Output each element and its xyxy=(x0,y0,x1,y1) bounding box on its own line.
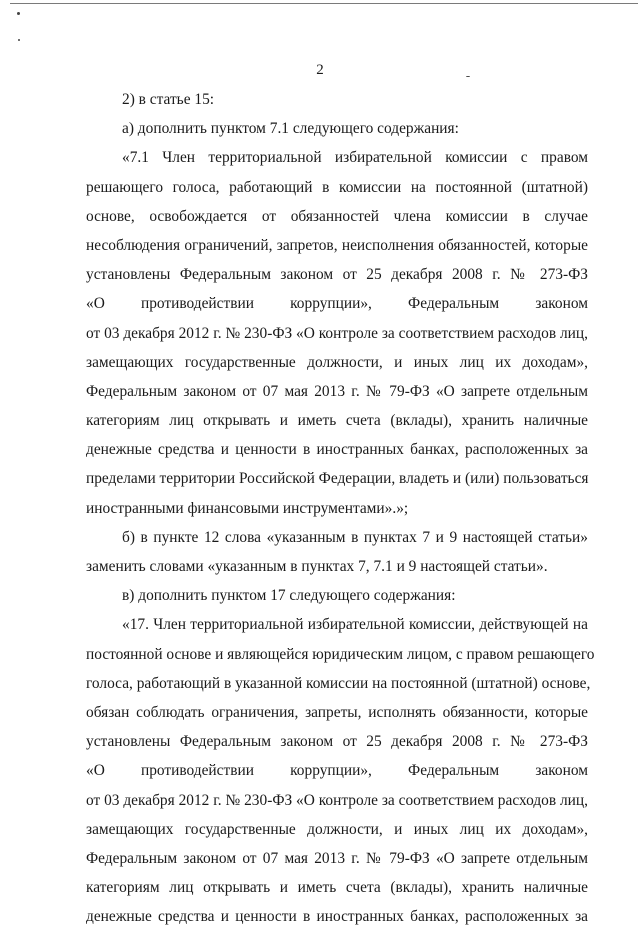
text-line: от 03 декабря 2012 г. № 230-ФЗ «О контроле за соответствием расходов лиц, xyxy=(86,324,588,342)
text-line: «17. Член территориальной избирательной комиссии, действующей на xyxy=(122,616,588,634)
text-line: денежные средства и ценности в иностранных банках, расположенных за xyxy=(86,441,588,459)
text-line: установлены Федеральным законом от 25 декабря 2008 г. № 273-ФЗ xyxy=(86,266,588,284)
text-line: б) в пункте 12 слова «указанным в пунктах 7 и 9 настоящей статьи» xyxy=(122,528,588,546)
text-line: 2) в статье 15: xyxy=(122,91,215,108)
text-line: голоса, работающий в указанной комиссии на постоянной (штатной) основе, xyxy=(86,674,591,692)
text-line: категориям лиц открывать и иметь счета (вклады), хранить наличные xyxy=(86,879,588,897)
text-line: «О противодействии коррупции», Федеральным законом xyxy=(86,295,588,313)
text-line: «7.1 Член территориальной избирательной комиссии с правом xyxy=(122,149,588,167)
text-line: категориям лиц открывать и иметь счета (вклады), хранить наличные xyxy=(86,412,588,430)
paragraph xyxy=(86,114,588,143)
text-line: обязан соблюдать ограничения, запреты, исполнять обязанности, которые xyxy=(86,703,588,721)
text-line: от 03 декабря 2012 г. № 230-ФЗ «О контроле за соответствием расходов лиц, xyxy=(86,791,588,809)
paragraph xyxy=(86,143,588,522)
document-body xyxy=(86,85,595,931)
page-number: 2 xyxy=(316,62,324,78)
text-line: «О противодействии коррупции», Федеральным законом xyxy=(86,762,588,780)
paragraph xyxy=(86,610,595,931)
scan-speck xyxy=(17,12,20,15)
text-line: решающего голоса, работающий в комиссии на постоянной (штатной) xyxy=(86,178,588,196)
scan-speck xyxy=(18,39,20,41)
text-line: замещающих государственные должности, и иных лиц их доходам», xyxy=(86,353,588,371)
text-line: Федеральным законом от 07 мая 2013 г. № 79-ФЗ «О запрете отдельным xyxy=(86,849,588,867)
text-line: основе, освобождается от обязанностей члена комиссии в случае xyxy=(86,207,588,225)
text-line: денежные средства и ценности в иностранных банках, расположенных за xyxy=(86,908,588,926)
text-line: замещающих государственные должности, и иных лиц их доходам», xyxy=(86,820,588,838)
text-line: установлены Федеральным законом от 25 декабря 2008 г. № 273-ФЗ xyxy=(86,733,588,751)
text-line: Федеральным законом от 07 мая 2013 г. № 79-ФЗ «О запрете отдельным xyxy=(86,382,588,400)
paragraph xyxy=(86,85,588,114)
text-line: иностранными финансовыми инструментами».»; xyxy=(86,499,409,517)
text-line: в) дополнить пунктом 17 следующего содержания: xyxy=(122,587,456,605)
text-line: заменить словами «указанным в пунктах 7, 7.1 и 9 настоящей статьи». xyxy=(86,558,548,575)
text-line: пределами территории Российской Федерации, владеть и (или) пользоваться xyxy=(86,470,589,488)
scan-top-edge xyxy=(10,3,638,4)
text-line: постоянной основе и являющейся юридическим лицом, с правом решающего xyxy=(86,645,595,663)
text-line: а) дополнить пунктом 7.1 следующего содержания: xyxy=(122,120,459,138)
paragraph xyxy=(86,523,588,581)
text-line: несоблюдения ограничений, запретов, неисполнения обязанностей, которые xyxy=(86,236,588,254)
paragraph xyxy=(86,581,588,610)
